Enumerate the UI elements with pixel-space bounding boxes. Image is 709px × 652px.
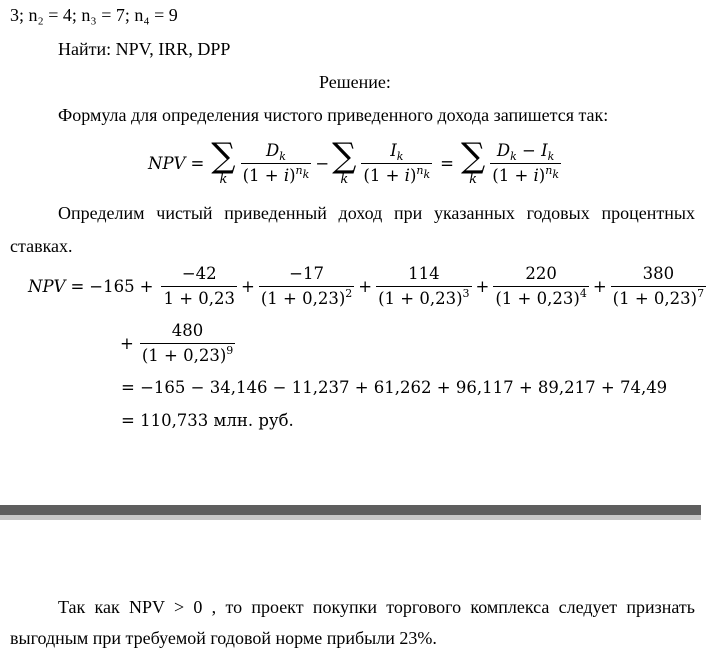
- cash-flow-fraction: $\frac{480}{(1 + 0,23)^9}$: [141, 320, 234, 365]
- npv-formula: NPV = ∑ k $\frac{D_k}{(1 + i)^{n_k}}$ − ∑ k $\frac{I_k}{(1 + i)^{n_k}}$ = ∑ k $\frac{D_k - I_k}{(1 + i)^{n_k}}$: [148, 136, 559, 187]
- formula-fraction-i: $\frac{I_k}{(1 + i)^{n_k}}$: [363, 140, 431, 185]
- formula-intro: Формула для определения чистого приведенного дохода запишется так:: [58, 105, 609, 125]
- calc-intro-line2: ставках.: [10, 236, 73, 256]
- conclusion-line2: выгодным при требуемой годовой норме прибыли 23%.: [10, 628, 437, 648]
- cash-flow-fraction: $\frac{114}{(1 + 0,23)^3}$: [378, 263, 470, 308]
- find-line: Найти: NPV, IRR, DPP: [58, 39, 231, 59]
- npv-sum-line: = −165 − 34,146 − 11,237 + 61,262 + 96,117 + 89,217 + 74,49: [121, 378, 668, 397]
- cash-flow-fraction: $\frac{220}{(1 + 0,23)^4}$: [495, 263, 587, 308]
- cash-flow-fraction: $\frac{380}{(1 + 0,23)^7}$: [612, 263, 705, 308]
- sum-sign: ∑ k: [332, 136, 357, 187]
- formula-fraction-d: $\frac{D_k}{(1 + i)^{n_k}}$: [242, 140, 310, 185]
- initial-investment: −165: [89, 276, 135, 296]
- sum-sign: ∑ k: [211, 136, 236, 187]
- given-values-line: 3; n₂ = 4; n₃ = 7; n₄ = 9: [10, 5, 178, 25]
- npv-calculation-line1: NPV = −165 + $\frac{-42}{1 + 0,23}$ + $\frac{-17}{(1 + 0,23)^2}$ + $\frac{114}{(1 + 0,23)^3}$ + $\frac{220}{(1 + 0,23)^4}$ + $\frac{380}{(1 + 0,23)^7}$: [28, 263, 705, 308]
- page-break-shadow: [0, 515, 701, 520]
- npv-calculation-line2: + $\frac{480}{(1 + 0,23)^9}$: [120, 320, 234, 365]
- conclusion-line1: Так как NPV > 0 , то проект покупки торгового комплекса следует признать: [58, 597, 695, 617]
- formula-lhs: NPV: [148, 153, 186, 173]
- calc-lhs: NPV: [28, 276, 66, 296]
- cash-flow-fraction: $\frac{-17}{(1 + 0,23)^2}$: [260, 263, 353, 308]
- page-break-bar: [0, 505, 701, 515]
- cash-flow-fraction: $\frac{-42}{1 + 0,23}$: [163, 263, 236, 308]
- calc-intro-line1: Определим чистый приведенный доход при указанных годовых процентных: [58, 203, 695, 223]
- formula-fraction-d-minus-i: $\frac{D_k - I_k}{(1 + i)^{n_k}}$: [492, 140, 559, 185]
- sum-sign: ∑ k: [460, 136, 486, 187]
- solution-heading: Решение:: [319, 72, 391, 92]
- npv-result-line: = 110,733 млн. руб.: [121, 411, 294, 430]
